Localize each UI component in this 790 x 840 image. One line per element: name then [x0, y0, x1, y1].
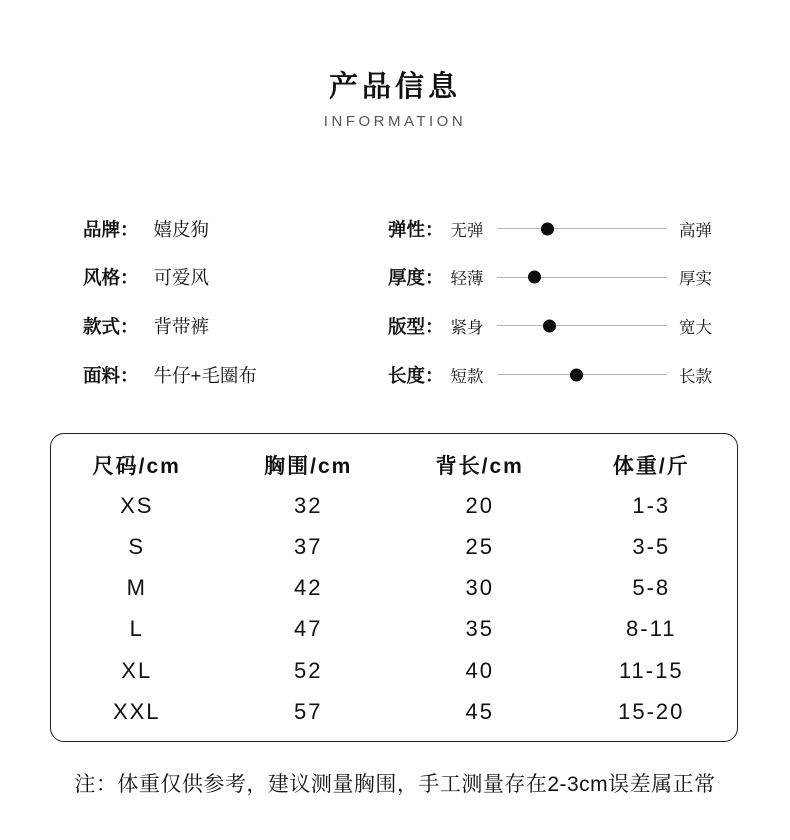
table-cell: M — [126, 575, 147, 601]
attribute-label: 面料： — [83, 364, 139, 386]
table-cell: 32 — [294, 492, 323, 518]
table-cell: S — [128, 533, 146, 559]
column-header-weight: 体重/斤 — [612, 454, 690, 478]
table-cell: 30 — [465, 575, 494, 601]
attribute-row-cut — [83, 312, 257, 339]
size-table — [50, 433, 738, 742]
slider-min-label: 无弹 — [450, 221, 484, 240]
table-cell: 47 — [294, 616, 323, 642]
slider-min-label: 轻薄 — [450, 270, 484, 289]
slider-label: 厚度： — [388, 267, 444, 289]
slider-dot — [543, 319, 556, 332]
attribute-row-brand — [83, 215, 257, 242]
attribute-value: 嬉皮狗 — [153, 218, 210, 240]
slider-track — [497, 325, 667, 326]
slider-row-thickness — [388, 264, 712, 291]
table-cell: 52 — [294, 657, 323, 683]
table-row-s — [51, 526, 737, 567]
table-row-xl — [51, 650, 737, 691]
page-title: 产品信息 — [328, 71, 461, 103]
slider-track — [497, 228, 667, 229]
table-cell: 45 — [465, 698, 494, 724]
slider-max-label: 高弹 — [679, 221, 712, 240]
slider-dot — [528, 271, 541, 284]
size-table-header — [51, 444, 737, 485]
table-cell: 37 — [294, 533, 323, 559]
table-cell: 11-15 — [618, 657, 684, 683]
slider-dot — [570, 368, 583, 381]
table-cell: 35 — [465, 616, 494, 642]
attribute-row-fabric — [83, 361, 257, 388]
slider-list — [388, 215, 712, 410]
table-cell: 8-11 — [626, 616, 677, 642]
slider-max-label: 长款 — [679, 367, 712, 386]
slider-label: 弹性： — [388, 218, 444, 240]
attribute-label: 品牌： — [83, 218, 139, 240]
attribute-value: 牛仔+毛圈布 — [153, 364, 257, 386]
attribute-value: 背带裤 — [153, 315, 210, 337]
table-cell: 42 — [294, 575, 323, 601]
header — [0, 64, 790, 130]
slider-min-label: 紧身 — [450, 318, 484, 337]
table-cell: 57 — [294, 698, 323, 724]
table-row-xxl — [51, 691, 737, 732]
table-cell: 5-8 — [632, 575, 671, 601]
slider-min-label: 短款 — [450, 367, 484, 386]
table-row-xs — [51, 485, 737, 526]
table-cell: XXL — [112, 698, 161, 724]
table-cell: 15-20 — [618, 698, 685, 724]
page-subtitle: INFORMATION — [323, 113, 467, 130]
column-header-backlength: 背长/cm — [435, 454, 524, 478]
column-header-size: 尺码/cm — [92, 454, 181, 478]
table-cell: L — [129, 616, 144, 642]
slider-row-fit — [388, 312, 712, 339]
slider-max-label: 厚实 — [679, 270, 712, 289]
table-row-l — [51, 609, 737, 650]
column-header-chest: 胸围/cm — [264, 454, 353, 478]
slider-row-length — [388, 361, 712, 388]
slider-track — [497, 277, 667, 278]
table-row-m — [51, 568, 737, 609]
table-cell: 40 — [465, 657, 494, 683]
slider-label: 版型： — [388, 315, 444, 337]
measurement-note: 注：体重仅供参考，建议测量胸围，手工测量存在2-3cm误差属正常 — [74, 773, 716, 796]
attribute-list — [83, 215, 257, 410]
attribute-label: 款式： — [83, 315, 139, 337]
attribute-row-style — [83, 264, 257, 291]
table-cell: 20 — [465, 492, 494, 518]
attribute-label: 风格： — [83, 267, 139, 289]
slider-max-label: 宽大 — [679, 318, 712, 337]
slider-row-elasticity — [388, 215, 712, 242]
table-cell: 1-3 — [632, 492, 671, 518]
slider-track — [497, 374, 667, 375]
table-cell: 25 — [465, 533, 494, 559]
table-cell: XS — [120, 492, 154, 518]
slider-dot — [541, 222, 554, 235]
table-cell: XL — [121, 657, 153, 683]
table-cell: 3-5 — [632, 533, 671, 559]
attribute-value: 可爱风 — [153, 267, 210, 289]
slider-label: 长度： — [388, 364, 444, 386]
